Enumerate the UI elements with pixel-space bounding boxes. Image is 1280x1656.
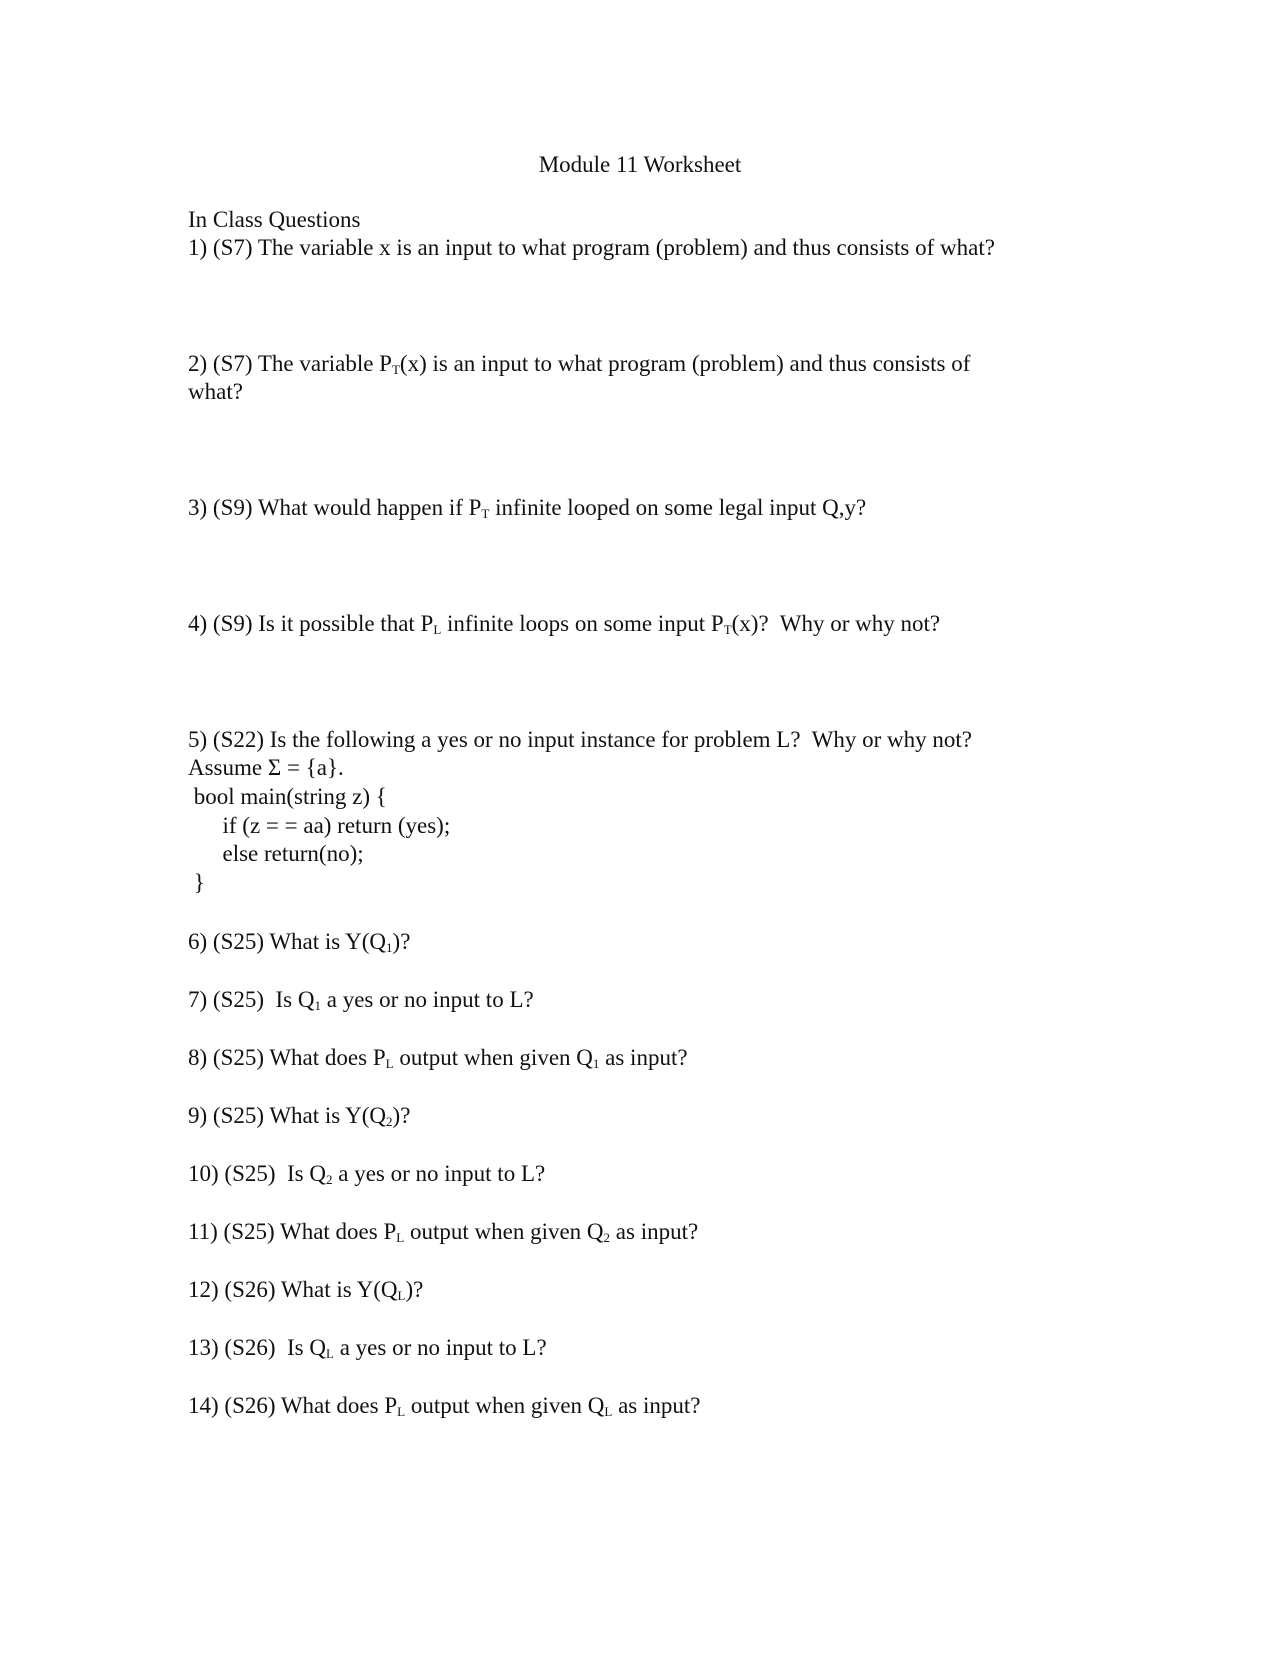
question-9: 9) (S25) What is $Y(Q_2)$? (188, 1103, 411, 1129)
question-6: 6) (S25) What is $Y(Q_1)$? (188, 929, 411, 955)
code-line: bool main(string z) { (188, 784, 387, 809)
code-line: } (188, 870, 205, 895)
question-14: 14) (S26) What does $P_L$ output when given $Q_L$ as input? (188, 1393, 701, 1419)
question-13: 13) (S26) Is $Q_L$ a yes or no input to L? (188, 1335, 547, 1361)
question-7: 7) (S25) Is $Q_1$ a yes or no input to L? (188, 987, 534, 1013)
section-heading: In Class Questions (188, 207, 361, 232)
question-12: 12) (S26) What is $Y(Q_L)$? (188, 1277, 424, 1303)
question-5-assumption: Assume Σ = {a}. (188, 755, 344, 780)
code-line: if (z = = aa) return (yes); (188, 813, 451, 838)
code-line: else return(no); (188, 841, 364, 866)
question-4: 4) (S9) Is it possible that $P_L$ infinite loops on some input $P_T(x)$? Why or why not? (188, 611, 941, 637)
document-title: Module 11 Worksheet (538, 152, 742, 177)
question-5: 5) (S22) Is the following a yes or no input instance for problem L? Why or why not? (188, 727, 972, 752)
question-11: 11) (S25) What does $P_L$ output when given $Q_2$ as input? (188, 1219, 699, 1245)
question-2-continuation: what? (188, 379, 243, 404)
question-2: 2) (S7) The variable $P_T(x)$ is an input to what program (problem) and thus consists of (188, 351, 971, 377)
question-10: 10) (S25) Is $Q_2$ a yes or no input to L? (188, 1161, 546, 1187)
question-1: 1) (S7) The variable x is an input to what program (problem) and thus consists of what? (188, 235, 995, 260)
question-3: 3) (S9) What would happen if $P_T$ infinite looped on some legal input Q,y? (188, 495, 867, 521)
question-8: 8) (S25) What does $P_L$ output when given $Q_1$ as input? (188, 1045, 688, 1071)
